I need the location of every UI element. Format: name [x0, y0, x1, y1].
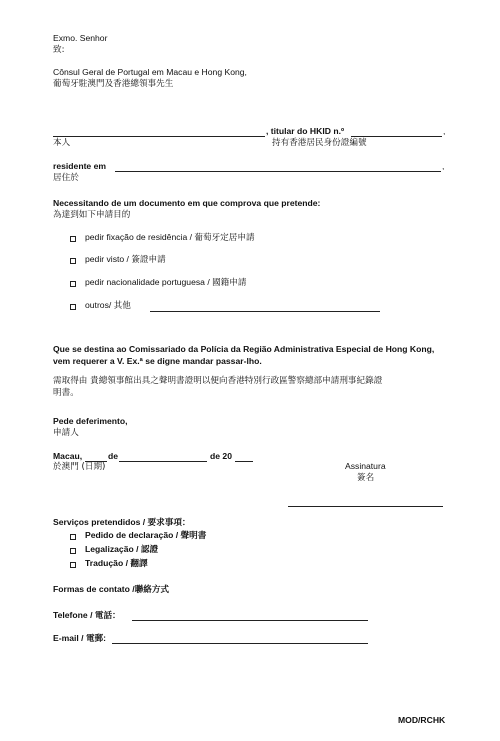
- residence-field-line[interactable]: [115, 171, 441, 172]
- request-zh-line-2: 明書。: [53, 388, 79, 398]
- services-title: Serviços pretendidos / 要求事項：: [53, 517, 191, 527]
- residence-label-zh: 居住於: [53, 173, 79, 183]
- service-translation-label: Tradução / 翻譯: [85, 558, 148, 568]
- addressee: Cônsul Geral de Portugal em Macau e Hong Kong,: [53, 67, 247, 77]
- deferral-text: Pede deferimento,: [53, 416, 128, 426]
- option-nationality-checkbox[interactable]: [70, 281, 76, 287]
- service-legalization-label: Legalização / 認證: [85, 544, 159, 554]
- request-zh-line-1: 需取得由 貴總領事館出具之聲明書證明以便向香港特別行政區警察總部申請刑事紀錄證: [53, 376, 383, 386]
- service-translation-checkbox[interactable]: [70, 562, 76, 568]
- date-zh: 於澳門 (日期): [53, 462, 106, 472]
- addressee-zh: 葡萄牙駐澳門及香港總領事先生: [53, 79, 174, 89]
- contact-title: Formas de contato /聯絡方式: [53, 584, 170, 594]
- signature-zh: 簽名: [357, 473, 375, 483]
- request-line-1: Que se destina ao Comissariado da Polícia da Região Administrativa Especial de Hong Kong,: [53, 344, 435, 354]
- signature-label: Assinatura: [345, 461, 386, 471]
- month-field-line[interactable]: [119, 461, 207, 462]
- other-field-line[interactable]: [150, 311, 380, 312]
- option-other-label: outros/ 其他: [85, 300, 131, 310]
- option-other-checkbox[interactable]: [70, 304, 76, 310]
- phone-label: Telefone / 電話：: [53, 610, 121, 620]
- option-residence-label: pedir fixação de residência / 葡萄牙定居申請: [85, 232, 255, 242]
- email-label: E-mail / 電郵:: [53, 633, 107, 643]
- applicant-zh: 申請人: [53, 428, 79, 438]
- signature-field-line[interactable]: [288, 506, 443, 507]
- residence-label: residente em: [53, 161, 107, 171]
- option-residence-checkbox[interactable]: [70, 236, 76, 242]
- service-declaration-checkbox[interactable]: [70, 534, 76, 540]
- request-line-2: vem requerer a V. Ex.ª se digne mandar passar-lho.: [53, 356, 262, 366]
- phone-field-line[interactable]: [132, 620, 368, 621]
- purpose-intro: Necessitando de um documento em que comprova que pretende:: [53, 198, 321, 208]
- residence-comma: ,: [442, 161, 445, 171]
- email-field-line[interactable]: [112, 643, 368, 644]
- option-visa-checkbox[interactable]: [70, 258, 76, 264]
- service-legalization-checkbox[interactable]: [70, 548, 76, 554]
- option-visa-label: pedir visto / 簽證申請: [85, 254, 166, 264]
- name-field-line[interactable]: [53, 136, 265, 137]
- date-macau: Macau,: [53, 451, 83, 461]
- hkid-label-zh: 持有香港居民身份證編號: [272, 138, 367, 148]
- name-label-zh: 本人: [53, 138, 71, 148]
- hkid-field-line[interactable]: [351, 136, 442, 137]
- date-de-1: de: [108, 451, 119, 461]
- option-nationality-label: pedir nacionalidade portuguesa / 國籍申請: [85, 277, 247, 287]
- hkid-comma: ,: [443, 126, 446, 136]
- salutation-zh: 致:: [53, 45, 65, 55]
- salutation: Exmo. Senhor: [53, 33, 108, 43]
- date-de-2: de 20: [210, 451, 232, 461]
- hkid-label: , titular do HKID n.º: [266, 126, 345, 136]
- purpose-intro-zh: 為達到如下申請目的: [53, 210, 131, 220]
- service-declaration-label: Pedido de declaração / 聲明書: [85, 530, 207, 540]
- year-field-line[interactable]: [235, 461, 253, 462]
- form-code: MOD/RCHK: [398, 715, 446, 725]
